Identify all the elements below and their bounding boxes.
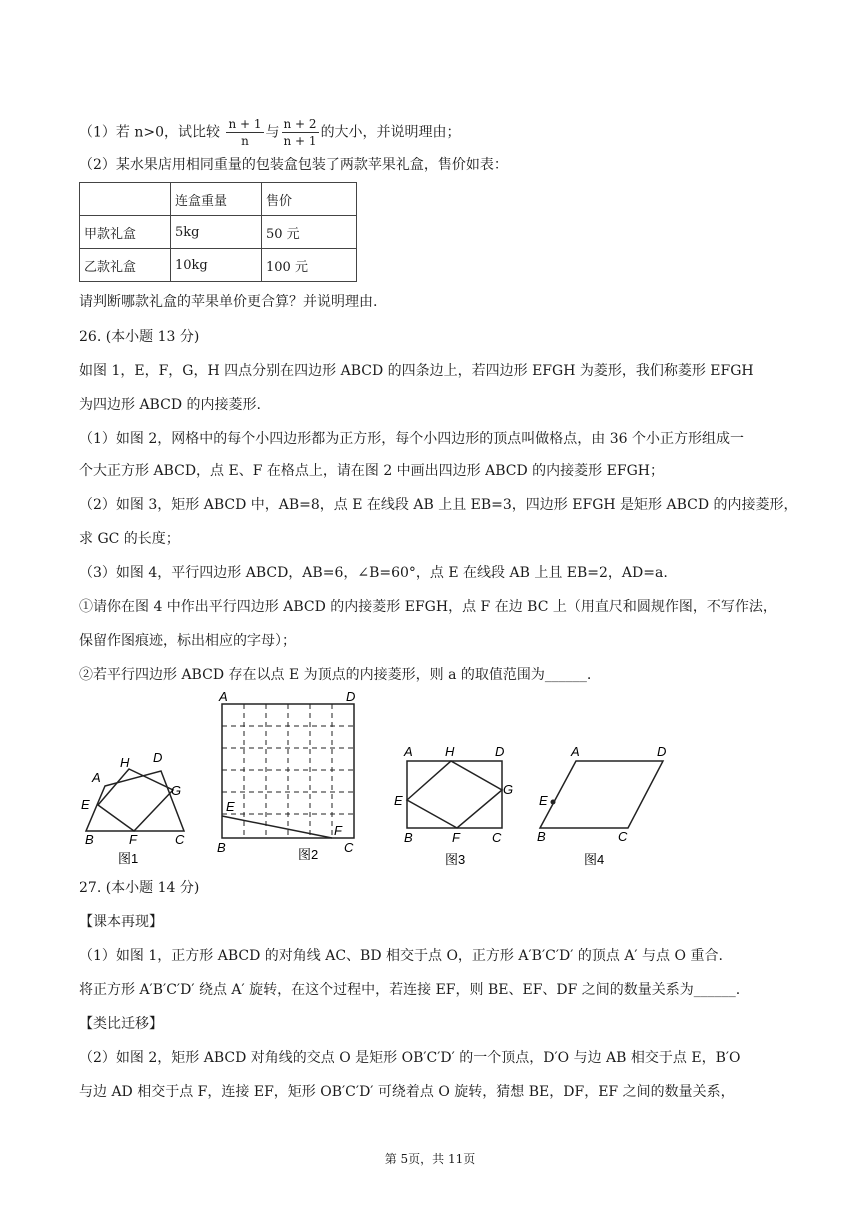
q26-part1-line2: 个大正方形 ABCD，点 E、F 在格点上，请在图 2 中画出四边形 ABCD 的内接菱形 EFGH； xyxy=(79,463,664,479)
figure-4-caption: 图4 xyxy=(584,852,605,867)
parallelogram-abcd xyxy=(540,761,663,828)
label-a: A xyxy=(219,690,228,704)
table-header-cell xyxy=(80,183,171,216)
figure-2 xyxy=(214,690,364,860)
fraction-1 xyxy=(226,116,263,149)
label-a: A xyxy=(571,744,580,759)
label-b: B xyxy=(85,832,94,847)
table-header-row xyxy=(80,183,357,216)
table-cell: 100 元 xyxy=(262,249,357,282)
q25-part1-pre: （1）若 n>0，试比较 xyxy=(79,124,221,141)
q27-title: 27. (本小题 14 分) xyxy=(79,880,200,896)
point-e xyxy=(551,800,556,805)
table-header-cell: 连盒重量 xyxy=(171,183,262,216)
label-f: F xyxy=(334,823,342,838)
figure-1-caption: 图1 xyxy=(118,851,139,866)
label-b: B xyxy=(217,840,226,855)
figure-1 xyxy=(78,745,193,870)
table-row xyxy=(80,249,357,282)
q26-part3i-line2: 保留作图痕迹，标出相应的字母）； xyxy=(79,633,296,649)
grid-lines xyxy=(222,704,354,838)
fraction-2-denominator: n + 1 xyxy=(283,134,317,148)
table-cell: 10kg xyxy=(171,249,262,282)
label-b: B xyxy=(537,829,546,844)
label-c: C xyxy=(618,829,628,844)
table-cell: 50 元 xyxy=(262,216,357,249)
q27-part1-line2: 将正方形 A′B′C′D′ 绕点 A′ 旋转，在这个过程中，若连接 EF，则 BE、EF、DF 之间的数量关系为______. xyxy=(79,982,741,998)
q27-section-2: 【类比迁移】 xyxy=(79,1016,163,1032)
label-h: H xyxy=(445,744,455,759)
label-a: A xyxy=(92,770,101,785)
label-g: G xyxy=(503,782,514,797)
fraction-1-denominator: n xyxy=(241,134,249,148)
label-a: A xyxy=(404,744,413,759)
table-row xyxy=(80,216,357,249)
label-d: D xyxy=(657,744,667,759)
q26-part3ii: ②若平行四边形 ABCD 存在以点 E 为顶点的内接菱形，则 a 的取值范围为______. xyxy=(79,667,592,683)
figure-2-caption: 图2 xyxy=(298,847,319,860)
label-f: F xyxy=(452,830,460,845)
fraction-1-numerator: n + 1 xyxy=(228,117,262,131)
label-g: G xyxy=(171,783,182,798)
page-footer: 第 5页，共 11页 xyxy=(384,1152,476,1166)
table-cell: 5kg xyxy=(171,216,262,249)
q26-intro-line2: 为四边形 ABCD 的内接菱形. xyxy=(79,397,261,413)
label-e: E xyxy=(394,793,403,808)
label-d: D xyxy=(153,750,163,765)
figure-3-caption: 图3 xyxy=(445,852,466,867)
label-c: C xyxy=(492,830,502,845)
label-c: C xyxy=(344,840,354,855)
q26-part1-line1: （1）如图 2，网格中的每个小四边形都为正方形，每个小四边形的顶点叫做格点，由 36 个小正方形组成一 xyxy=(79,431,744,447)
price-table xyxy=(79,182,357,282)
fraction-2 xyxy=(282,116,319,149)
rectangle-abcd xyxy=(407,761,502,828)
q25-part1-post: 的大小，并说明理由； xyxy=(320,124,461,141)
q25-ask: 请判断哪款礼盒的苹果单价更合算？并说明理由. xyxy=(79,294,378,310)
rhombus-efgh xyxy=(407,761,502,828)
q27-part2-line2: 与边 AD 相交于点 F，连接 EF，矩形 OB′C′D′ 可绕着点 O 旋转，猜想 BE，DF，EF 之间的数量关系， xyxy=(79,1084,735,1100)
label-c: C xyxy=(175,832,185,847)
q27-part2-line1: （2）如图 2，矩形 ABCD 对角线的交点 O 是矩形 OB′C′D′ 的一个顶点，D′O 与边 AB 相交于点 E，B′O xyxy=(79,1050,741,1066)
table-header-cell: 售价 xyxy=(262,183,357,216)
q26-part2-line2: 求 GC 的长度； xyxy=(79,531,180,547)
segment-ef xyxy=(222,816,332,838)
table-cell: 甲款礼盒 xyxy=(80,216,171,249)
q27-section-1: 【课本再现】 xyxy=(79,914,163,930)
q26-part2-line1: （2）如图 3，矩形 ABCD 中，AB=8，点 E 在线段 AB 上且 EB=3，四边形 EFGH 是矩形 ABCD 的内接菱形， xyxy=(79,497,798,513)
label-h: H xyxy=(120,755,130,770)
q26-part3: （3）如图 4，平行四边形 ABCD，AB=6，∠B=60°，点 E 在线段 AB 上且 EB=2，AD=a. xyxy=(79,565,668,581)
label-f: F xyxy=(129,832,137,847)
label-e: E xyxy=(81,797,90,812)
label-b: B xyxy=(404,830,413,845)
q25-middle: 与 xyxy=(265,124,280,141)
q26-part3i-line1: ①请你在图 4 中作出平行四边形 ABCD 的内接菱形 EFGH，点 F 在边 BC 上（用直尺和圆规作图，不写作法， xyxy=(79,599,777,615)
table-cell: 乙款礼盒 xyxy=(80,249,171,282)
q25-part2: （2）某水果店用相同重量的包装盒包装了两款苹果礼盒，售价如表： xyxy=(79,157,508,173)
q26-title: 26. (本小题 13 分) xyxy=(79,329,200,345)
label-d: D xyxy=(346,690,356,704)
q27-part1-line1: （1）如图 1，正方形 ABCD 的对角线 AC、BD 相交于点 O，正方形 A′B′C′D′ 的顶点 A′ 与点 O 重合. xyxy=(79,948,723,964)
q25-part1 xyxy=(79,116,461,149)
fraction-2-numerator: n + 2 xyxy=(283,117,317,131)
label-e: E xyxy=(226,799,235,814)
label-d: D xyxy=(495,744,505,759)
label-e: E xyxy=(539,793,548,808)
q26-intro-line1: 如图 1，E，F，G，H 四点分别在四边形 ABCD 的四条边上，若四边形 EFGH 为菱形，我们称菱形 EFGH xyxy=(79,363,754,379)
figure-4 xyxy=(532,742,677,870)
figure-3 xyxy=(393,742,518,870)
